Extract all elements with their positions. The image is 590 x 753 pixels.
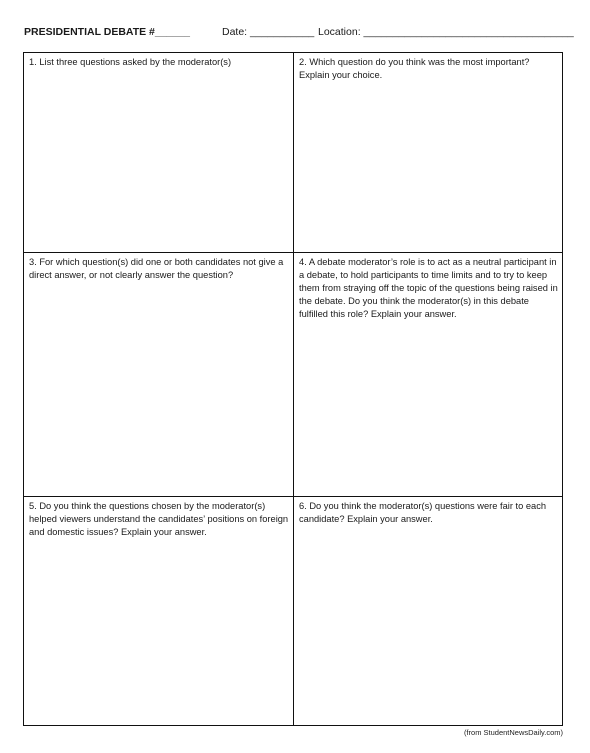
question-5-text: 5. Do you think the questions chosen by the moderator(s) helped viewers understand the candidates’ positions on foreign and domestic issues? Explain your answer. [29,501,289,537]
date-field-label: Date: ___________ [222,26,315,38]
question-box-4 [294,253,562,497]
question-6-text: 6. Do you think the moderator(s) questions were fair to each candidate? Explain your answer. [299,501,547,524]
question-3-text: 3. For which question(s) did one or both candidates not give a direct answer, or not clearly answer the question? [29,257,284,280]
question-2-text: 2. Which question do you think was the most important? Explain your choice. [299,57,530,80]
question-1-text: 1. List three questions asked by the moderator(s) [29,57,232,67]
question-box-2 [294,53,562,253]
question-box-1 [24,53,294,253]
source-credit: (from StudentNewsDaily.com) [463,728,563,737]
worksheet-header [24,24,574,40]
question-box-5 [24,497,294,725]
questions-grid [23,52,563,726]
question-4-text: 4. A debate moderator’s role is to act as a neutral participant in a debate, to hold participants to time limits and to try to keep them from straying off the topic of the questions being raised in the debate. Do you think the moderator(s) in this debate fulfilled this role? Explain your answer. [299,257,558,319]
location-field-label: Location: ____________________________________ [318,26,574,38]
question-box-6 [294,497,562,725]
worksheet-title: PRESIDENTIAL DEBATE #______ [24,26,190,38]
question-box-3 [24,253,294,497]
